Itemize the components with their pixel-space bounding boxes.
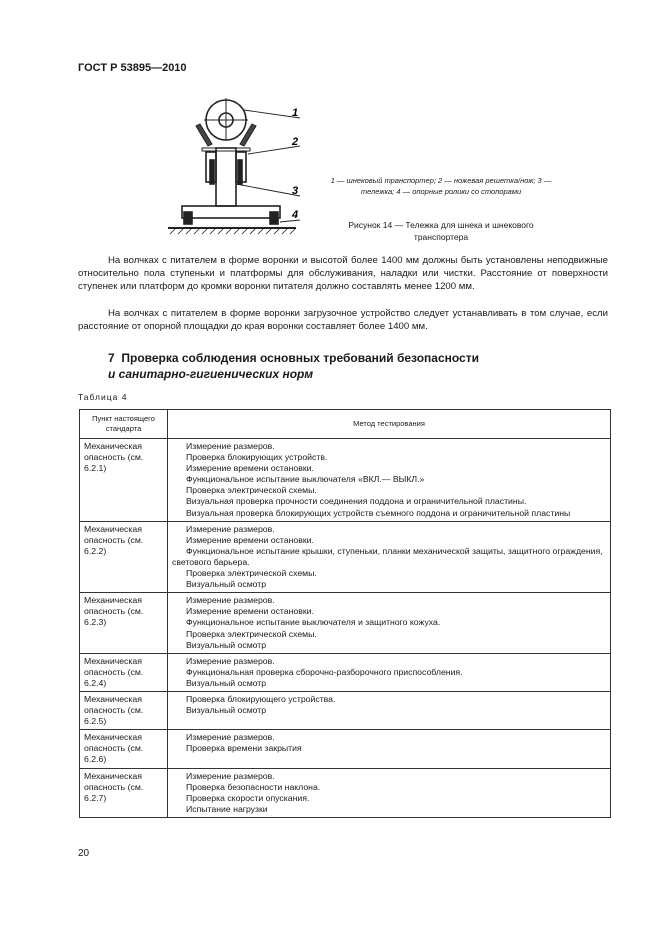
method-item: Измерение размеров. bbox=[186, 595, 275, 606]
method-item: Функциональная проверка сборочно-разборочного приспособления. bbox=[186, 666, 463, 677]
method-cell bbox=[168, 593, 611, 653]
clause-cell: Механическая опасность (см. 6.2.2) bbox=[80, 521, 168, 593]
method-item: Измерение размеров. bbox=[186, 770, 275, 781]
table-row bbox=[80, 521, 611, 593]
method-item: Измерение размеров. bbox=[186, 732, 275, 743]
method-item: Измерение времени остановки. bbox=[186, 463, 314, 474]
method-item: Визуальная проверка блокирующих устройств съемного поддона и ограничительной пластины bbox=[186, 507, 571, 518]
clause-cell: Механическая опасность (см. 6.2.7) bbox=[80, 768, 168, 817]
table-body bbox=[80, 439, 611, 818]
table-row bbox=[80, 439, 611, 522]
callout-4: 4 bbox=[292, 209, 299, 221]
cart-base bbox=[168, 206, 299, 228]
method-item: Визуальная проверка прочности соединения поддона и ограничительной пластины. bbox=[186, 496, 527, 507]
method-item: Измерение времени остановки. bbox=[186, 606, 314, 617]
method-item: Измерение размеров. bbox=[186, 523, 275, 534]
method-item: Проверка безопасности наклона. bbox=[186, 781, 321, 792]
clause-cell: Механическая опасность (см. 6.2.4) bbox=[80, 653, 168, 691]
table-row bbox=[80, 653, 611, 691]
table-header-row bbox=[80, 410, 611, 439]
cart-column bbox=[206, 148, 246, 206]
method-item: Испытание нагрузки bbox=[186, 803, 268, 814]
method-item: Измерение размеров. bbox=[186, 441, 275, 451]
method-item: Измерение размеров. bbox=[186, 655, 275, 666]
method-item: Визуальный осмотр bbox=[186, 677, 267, 688]
method-cell bbox=[168, 521, 611, 593]
method-cell bbox=[168, 653, 611, 691]
paragraph: На волчках с питателем в форме воронки загрузочное устройство следует устанавливать в том случае, если расстояние от опорной площадки до края воронки составляет более 1400 мм. bbox=[78, 308, 608, 332]
section-title-line2: и санитарно-гигиенических норм bbox=[108, 367, 314, 381]
table-label: Таблица 4 bbox=[78, 392, 128, 402]
section-heading bbox=[108, 350, 479, 382]
table-row bbox=[80, 730, 611, 768]
clause-cell: Механическая опасность (см. 6.2.6) bbox=[80, 730, 168, 768]
method-item: Проверка блокирующего устройства. bbox=[186, 693, 336, 704]
header-method: Метод тестирования bbox=[168, 410, 611, 439]
figure-drawing bbox=[162, 88, 312, 248]
method-cell bbox=[168, 768, 611, 817]
figure-caption: Рисунок 14 — Тележка для шнека и шнекового транспортера bbox=[348, 220, 534, 242]
test-methods-table bbox=[79, 409, 611, 818]
method-item: Проверка электрической схемы. bbox=[186, 628, 317, 639]
method-item: Проверка блокирующих устройств. bbox=[186, 452, 328, 463]
clause-cell: Механическая опасность (см. 6.2.3) bbox=[80, 593, 168, 653]
method-item: Визуальный осмотр bbox=[186, 579, 267, 590]
method-item: Проверка электрической схемы. bbox=[186, 568, 317, 579]
section-title-line1: Проверка соблюдения основных требований безопасности bbox=[121, 351, 479, 365]
header-clause: Пункт настоящего стандарта bbox=[80, 410, 168, 439]
table-row bbox=[80, 593, 611, 653]
paragraph: На волчках с питателем в форме воронки и высотой более 1400 мм должны быть установлены неподвижные относительно пола ступеньки и платформы для обслуживания, наладки или чистки. Расстояние от поверхности ступенек или платформ до кромки воронки питателя должно составлять менее 1200 мм. bbox=[78, 255, 608, 292]
page-number: 20 bbox=[78, 848, 90, 859]
table-row bbox=[80, 768, 611, 817]
method-item: Проверка скорости опускания. bbox=[186, 792, 310, 803]
table-row bbox=[80, 691, 611, 729]
method-item: Проверка времени закрытия bbox=[186, 743, 302, 754]
method-item: Функциональное испытание выключателя «ВКЛ.— ВЫКЛ.» bbox=[186, 474, 425, 485]
method-cell bbox=[168, 691, 611, 729]
auger-drum bbox=[204, 98, 248, 140]
callout-1: 1 bbox=[292, 107, 299, 119]
method-item: Проверка электрической схемы. bbox=[186, 485, 317, 496]
section-number: 7 bbox=[108, 351, 115, 365]
document-header: ГОСТ Р 53895—2010 bbox=[78, 62, 187, 74]
method-item: Измерение времени остановки. bbox=[186, 534, 314, 545]
method-item: Визуальный осмотр bbox=[186, 639, 267, 650]
method-item: Функциональное испытание крышки, ступеньки, планки механической защиты, защитного ограждения, светового барьера. bbox=[172, 545, 603, 567]
method-cell bbox=[168, 730, 611, 768]
clause-cell: Механическая опасность (см. 6.2.5) bbox=[80, 691, 168, 729]
method-item: Функциональное испытание выключателя и защитного кожуха. bbox=[186, 617, 441, 628]
clause-cell: Механическая опасность (см. 6.2.1) bbox=[80, 439, 168, 522]
method-item: Визуальный осмотр bbox=[186, 705, 267, 716]
callout-3: 3 bbox=[292, 185, 299, 197]
callout-2: 2 bbox=[292, 136, 299, 148]
figure-legend: 1 — шнековый транспортер; 2 — ножевая решетка/нож; 3 — тележка; 4 — опорные ролики со стопорами bbox=[330, 176, 552, 196]
method-cell bbox=[168, 439, 611, 522]
